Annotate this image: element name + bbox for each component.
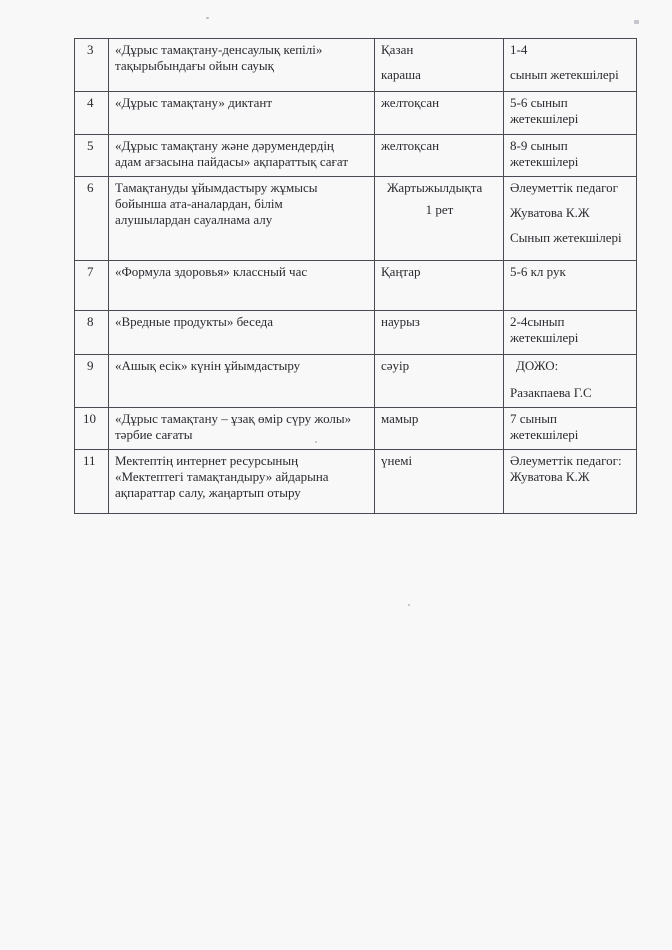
event-text: «Ашық есік» күнін ұйымдастыру xyxy=(115,358,301,373)
row-number: 10 xyxy=(75,408,109,450)
time-text: 1 рет xyxy=(425,202,454,217)
responsible-text: 7 сынып xyxy=(510,411,557,426)
event-text: «Дұрыс тамақтану және дәрумендердің xyxy=(115,138,334,153)
responsible-cell xyxy=(504,408,637,450)
event-cell xyxy=(109,92,375,135)
row-number: 7 xyxy=(75,261,109,311)
responsible-text: Әлеуметтік педагог xyxy=(510,180,618,195)
events-table xyxy=(74,38,637,514)
responsible-text: Сынып жетекшілері xyxy=(510,230,622,245)
table-row xyxy=(75,261,637,311)
responsible-cell xyxy=(504,355,637,408)
time-text: караша xyxy=(381,67,421,82)
scan-mark xyxy=(634,20,639,24)
responsible-text: 2-4сынып xyxy=(510,314,565,329)
row-number: 8 xyxy=(75,311,109,355)
responsible-text: Жуватова К.Ж xyxy=(510,469,590,484)
responsible-text: Әлеуметтік педагог: xyxy=(510,453,622,468)
responsible-text: Разакпаева Г.С xyxy=(510,385,592,400)
time-text: үнемі xyxy=(381,453,413,468)
row-number: 3 xyxy=(75,39,109,92)
event-text: адам ағзасына пайдасы» ақпараттық сағат xyxy=(115,154,348,169)
responsible-text: 5-6 сынып xyxy=(510,95,568,110)
row-number: 4 xyxy=(75,92,109,135)
event-text: Тамақтануды ұйымдастыру жұмысы xyxy=(115,180,318,195)
row-number: 9 xyxy=(75,355,109,408)
event-text: тақырыбындағы ойын сауық xyxy=(115,58,274,73)
time-text: желтоқсан xyxy=(381,95,440,110)
responsible-cell xyxy=(504,135,637,177)
table-row xyxy=(75,355,637,408)
responsible-text: жетекшілері xyxy=(510,427,579,442)
event-cell xyxy=(109,355,375,408)
responsible-cell xyxy=(504,39,637,92)
responsible-cell xyxy=(504,177,637,261)
time-cell xyxy=(375,450,504,514)
responsible-cell xyxy=(504,92,637,135)
responsible-text: жетекшілері xyxy=(510,330,579,345)
time-text: мамыр xyxy=(381,411,419,426)
responsible-text: 5-6 кл рук xyxy=(510,264,566,279)
time-text: Қаңтар xyxy=(381,264,421,279)
event-text: ақпараттар салу, жаңартып отыру xyxy=(115,485,301,500)
row-number: 6 xyxy=(75,177,109,261)
time-text: Жартыжылдықта xyxy=(387,180,483,195)
time-text: сәуір xyxy=(381,358,410,373)
event-text: «Дұрыс тамақтану-денсаулық кепілі» xyxy=(115,42,323,57)
time-text: наурыз xyxy=(381,314,420,329)
event-text: «Вредные продукты» беседа xyxy=(115,314,274,329)
event-cell xyxy=(109,39,375,92)
table-row xyxy=(75,311,637,355)
table-row xyxy=(75,39,637,92)
event-cell xyxy=(109,135,375,177)
scan-mark xyxy=(206,17,209,19)
time-text: желтоқсан xyxy=(381,138,440,153)
time-cell xyxy=(375,39,504,92)
event-text: тәрбие сағаты xyxy=(115,427,193,442)
responsible-text: жетекшілері xyxy=(510,111,579,126)
event-text: бойынша ата-аналардан, білім xyxy=(115,196,283,211)
table-row xyxy=(75,450,637,514)
table-row xyxy=(75,177,637,261)
responsible-text: сынып жетекшілері xyxy=(510,67,619,82)
event-text: «Мектептегі тамақтандыру» айдарына xyxy=(115,469,329,484)
event-cell xyxy=(109,261,375,311)
event-text: Мектептің интернет ресурсының xyxy=(115,453,299,468)
event-cell xyxy=(109,408,375,450)
event-cell xyxy=(109,177,375,261)
event-text: «Дұрыс тамақтану – ұзақ өмір сүру жолы» xyxy=(115,411,352,426)
event-text: «Дұрыс тамақтану» диктант xyxy=(115,95,273,110)
responsible-cell xyxy=(504,261,637,311)
responsible-text: 1-4 xyxy=(510,42,528,57)
responsible-cell xyxy=(504,311,637,355)
row-number: 5 xyxy=(75,135,109,177)
responsible-text: жетекшілері xyxy=(510,154,579,169)
time-cell xyxy=(375,92,504,135)
responsible-text: 8-9 сынып xyxy=(510,138,568,153)
responsible-text: Жуватова К.Ж xyxy=(510,205,590,220)
time-cell xyxy=(375,355,504,408)
event-cell xyxy=(109,450,375,514)
row-number: 11 xyxy=(75,450,109,514)
table-row xyxy=(75,408,637,450)
time-text: Қазан xyxy=(381,42,414,57)
table-row xyxy=(75,92,637,135)
time-cell xyxy=(375,311,504,355)
time-cell xyxy=(375,177,504,261)
scan-mark xyxy=(408,604,410,606)
time-cell xyxy=(375,261,504,311)
responsible-cell xyxy=(504,450,637,514)
event-text: алушылардан сауалнама алу xyxy=(115,212,273,227)
time-cell xyxy=(375,408,504,450)
responsible-text: ДОЖО: xyxy=(516,358,559,373)
event-text: «Формула здоровья» классный час xyxy=(115,264,308,279)
time-cell xyxy=(375,135,504,177)
event-cell xyxy=(109,311,375,355)
table-row xyxy=(75,135,637,177)
